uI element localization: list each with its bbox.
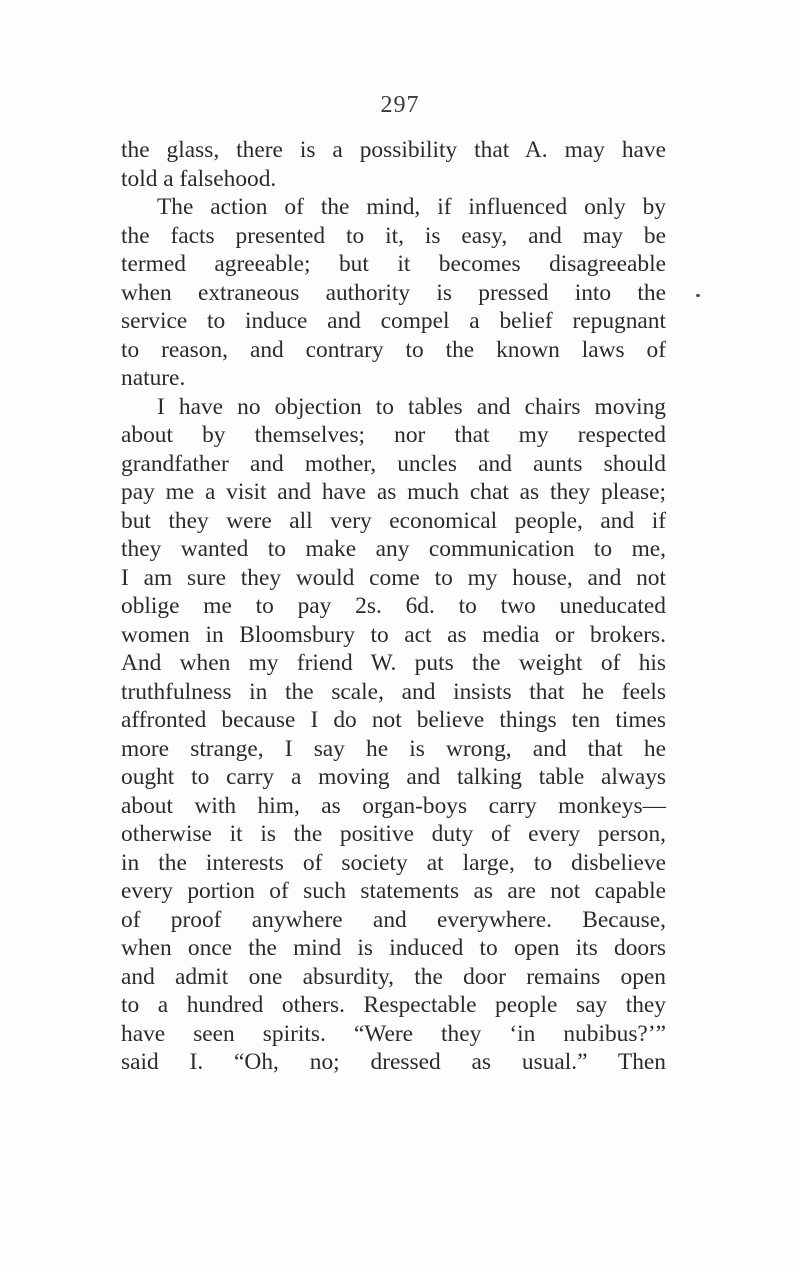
text-line: affronted because I do not believe things ten times bbox=[121, 707, 666, 733]
text-line: when once the mind is induced to open its doors bbox=[121, 935, 666, 961]
text-line: in the interests of society at large, to disbelieve bbox=[121, 849, 666, 876]
text-line: otherwise it is the positive duty of every person, bbox=[121, 821, 666, 847]
body-text bbox=[121, 136, 666, 1077]
text-line: grandfather and mother, uncles and aunts should bbox=[121, 450, 666, 477]
text-line: truthfulness in the scale, and insists that he feels bbox=[121, 678, 666, 705]
text-line: have seen spirits. “Were they ‘in nubibus?’” bbox=[121, 1020, 666, 1047]
text-line: nature. bbox=[121, 365, 186, 391]
text-line: to a hundred others. Respectable people say they bbox=[121, 992, 666, 1018]
text-line: told a falsehood. bbox=[121, 165, 277, 192]
text-line: every portion of such statements as are not capable bbox=[121, 878, 666, 904]
text-line: I am sure they would come to my house, and not bbox=[121, 564, 666, 591]
page-number: 297 bbox=[380, 92, 420, 118]
text-line: oblige me to pay 2s. 6d. to two uneducated bbox=[121, 593, 666, 619]
text-line: and admit one absurdity, the door remains open bbox=[121, 963, 666, 990]
text-line: pay me a visit and have as much chat as they please; bbox=[121, 479, 666, 505]
text-line: the glass, there is a possibility that A. may have bbox=[121, 137, 666, 163]
ink-speck bbox=[696, 294, 700, 297]
text-line: ought to carry a moving and talking table always bbox=[121, 764, 666, 790]
paragraph-start-line: I have no objection to tables and chairs moving bbox=[157, 393, 666, 420]
text-line: about with him, as organ-boys carry monkeys— bbox=[121, 792, 666, 819]
text-line: service to induce and compel a belief repugnant bbox=[121, 308, 666, 334]
text-line: women in Bloomsbury to act as media or brokers. bbox=[121, 621, 666, 648]
paragraph-start-line: The action of the mind, if influenced only by bbox=[157, 194, 666, 220]
text-line: of proof anywhere and everywhere. Because, bbox=[121, 906, 666, 933]
text-line: said I. “Oh, no; dressed as usual.” Then bbox=[121, 1049, 666, 1075]
text-line: about by themselves; nor that my respected bbox=[121, 422, 666, 448]
text-line: they wanted to make any communication to me, bbox=[121, 536, 666, 562]
text-line: And when my friend W. puts the weight of his bbox=[121, 650, 666, 676]
text-line: the facts presented to it, is easy, and may be bbox=[121, 222, 666, 249]
text-line: termed agreeable; but it becomes disagreeable bbox=[121, 251, 666, 277]
text-line: but they were all very economical people, and if bbox=[121, 507, 666, 534]
text-line: when extraneous authority is pressed into the bbox=[121, 279, 666, 306]
text-line: more strange, I say he is wrong, and that he bbox=[121, 735, 666, 762]
text-line: to reason, and contrary to the known laws of bbox=[121, 336, 666, 363]
